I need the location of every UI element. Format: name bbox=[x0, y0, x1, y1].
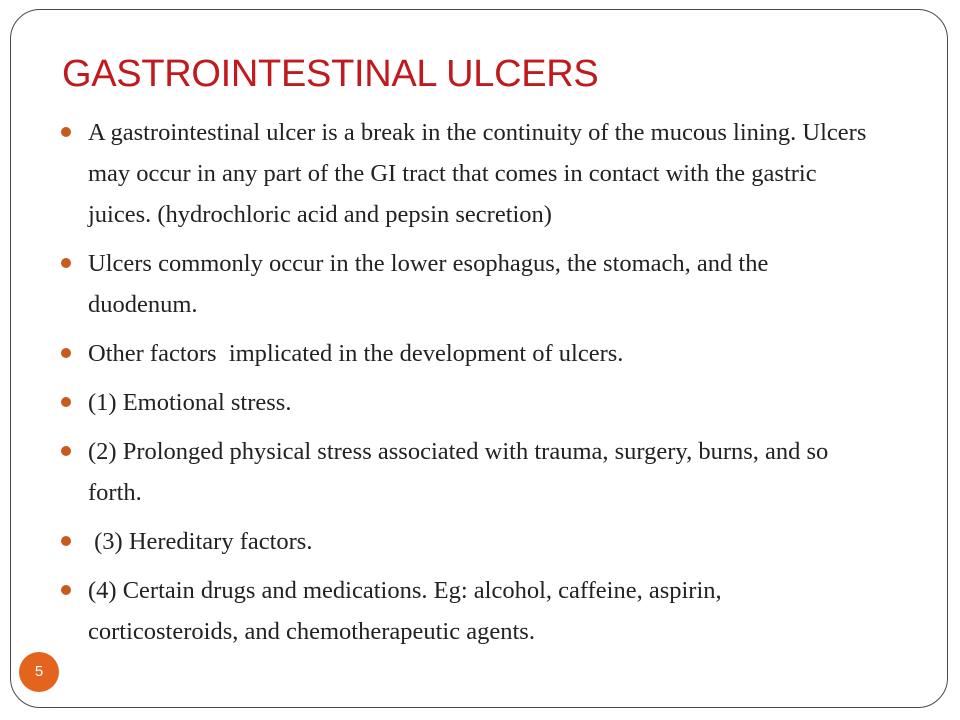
bullet-text: (3) Hereditary factors. bbox=[88, 528, 313, 555]
bullet-item bbox=[88, 333, 868, 374]
bullet-item bbox=[88, 570, 868, 652]
bullet-text: A gastrointestinal ulcer is a break in the continuity of the mucous lining. Ulcers may occur in any part of the GI tract that comes in contact with the gastric juices. (hydrochloric acid and pepsin secretion) bbox=[88, 119, 867, 228]
bullet-dot-icon bbox=[61, 536, 71, 546]
slide-title: GASTROINTESTINAL ULCERS bbox=[62, 53, 599, 95]
bullet-item bbox=[88, 431, 868, 513]
bullet-dot-icon bbox=[61, 397, 71, 407]
bullet-item bbox=[88, 112, 868, 235]
bullet-dot-icon bbox=[61, 446, 71, 456]
bullet-text: Ulcers commonly occur in the lower esophagus, the stomach, and the duodenum. bbox=[88, 250, 769, 318]
bullet-list bbox=[88, 112, 868, 660]
bullet-item bbox=[88, 382, 868, 423]
bullet-text: (4) Certain drugs and medications. Eg: alcohol, caffeine, aspirin, corticosteroids, and chemotherapeutic agents. bbox=[88, 577, 722, 645]
bullet-text: (2) Prolonged physical stress associated with trauma, surgery, burns, and so forth. bbox=[88, 438, 829, 506]
bullet-item bbox=[88, 243, 868, 325]
bullet-text: (1) Emotional stress. bbox=[88, 389, 292, 416]
bullet-dot-icon bbox=[61, 585, 71, 595]
bullet-dot-icon bbox=[61, 127, 71, 137]
bullet-item bbox=[88, 521, 868, 562]
bullet-dot-icon bbox=[61, 348, 71, 358]
bullet-dot-icon bbox=[61, 258, 71, 268]
bullet-text: Other factors implicated in the development of ulcers. bbox=[88, 340, 624, 367]
page-number-badge: 5 bbox=[19, 652, 59, 692]
